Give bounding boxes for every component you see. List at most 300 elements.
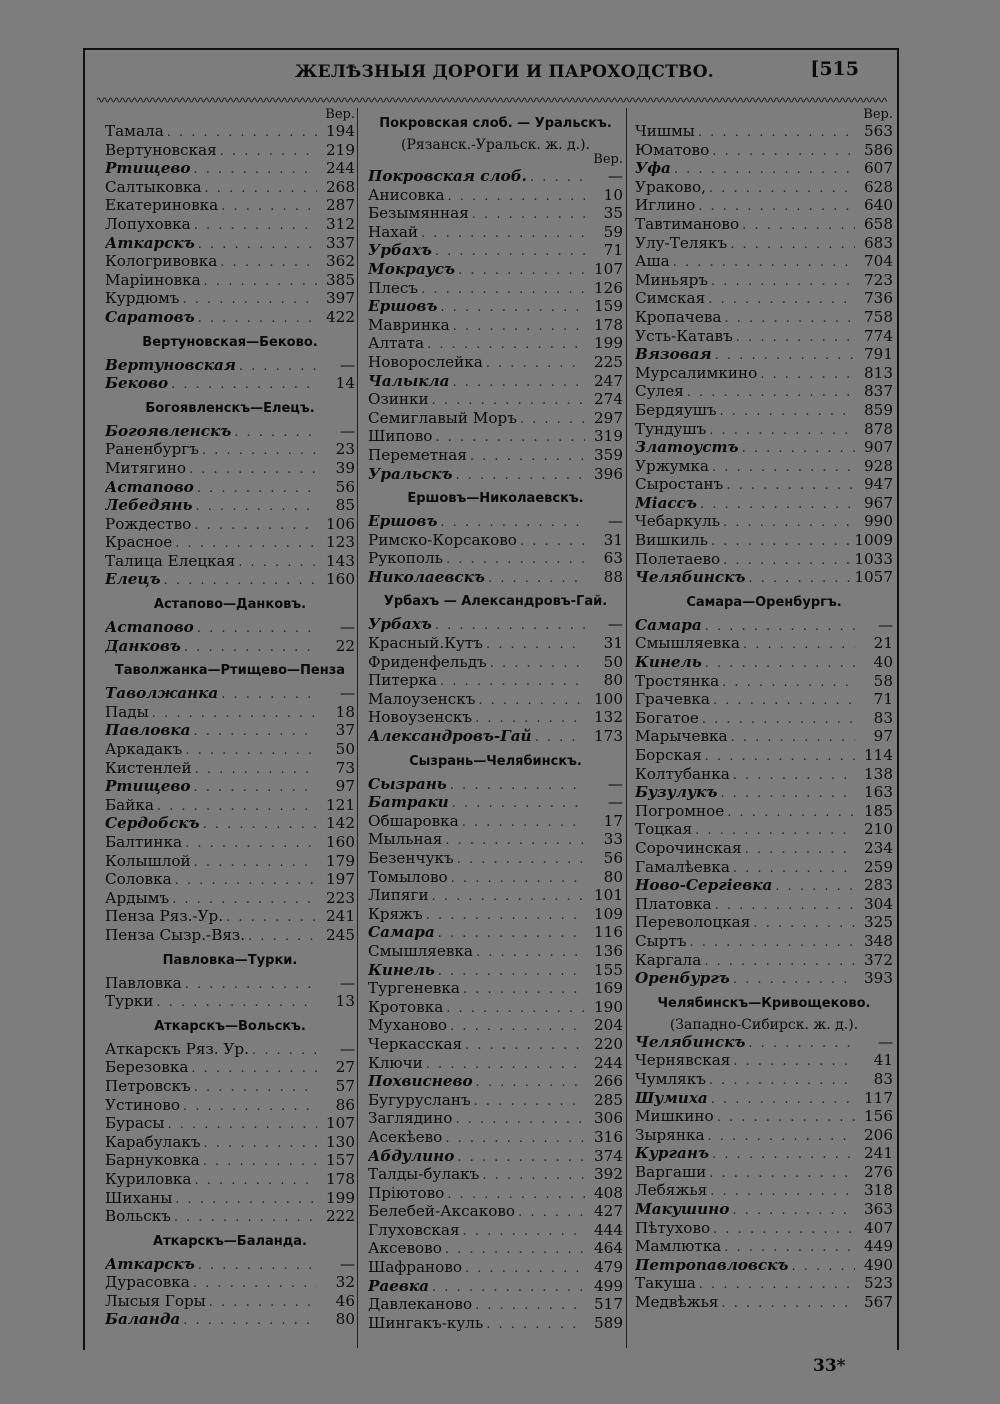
dot-leader — [209, 1294, 317, 1311]
dot-leader — [791, 1258, 855, 1275]
station-distance: 758 — [864, 307, 893, 326]
station-distance: 464 — [594, 1239, 623, 1258]
station-distance: 517 — [594, 1295, 623, 1314]
route-title: Урбахъ — Александровъ-Гай. — [383, 594, 608, 610]
dot-leader — [450, 1018, 585, 1035]
station-name: Бердяушъ — [635, 400, 717, 419]
dot-leader — [457, 851, 585, 868]
station-distance: 109 — [594, 904, 623, 923]
station-distance: — — [877, 615, 893, 634]
station-name: Вертуновская — [105, 140, 217, 159]
station-row — [105, 1189, 355, 1208]
station-distance: — — [339, 355, 355, 374]
station-distance: 567 — [864, 1293, 893, 1312]
dot-leader — [721, 1295, 855, 1312]
station-name: Кряжъ — [368, 904, 423, 923]
station-distance: — — [877, 1032, 893, 1051]
dot-leader — [712, 459, 855, 476]
station-row — [635, 672, 893, 691]
dot-leader — [724, 1239, 855, 1256]
station-distance: — — [607, 793, 623, 812]
dot-leader — [733, 971, 855, 988]
route-title: Астапово—Данковъ. — [153, 597, 307, 613]
dot-leader — [185, 835, 317, 852]
station-row — [105, 1207, 355, 1226]
station-row — [635, 1126, 893, 1145]
station-distance: 1057 — [854, 568, 893, 587]
station-distance: 287 — [326, 196, 355, 215]
station-name: Фриденфельдъ — [368, 652, 487, 671]
station-row — [105, 759, 355, 778]
station-name: Ершовъ — [368, 297, 438, 316]
station-name: Миньяръ — [635, 270, 709, 289]
station-row — [368, 775, 623, 794]
wavy-divider — [97, 96, 887, 104]
station-distance: — — [339, 684, 355, 703]
page-frame — [83, 48, 899, 1350]
station-row — [105, 721, 355, 740]
station-row — [635, 512, 893, 531]
station-name: Челябинскъ — [635, 1032, 746, 1051]
station-row — [105, 637, 355, 656]
station-row — [635, 420, 893, 439]
dot-leader — [451, 870, 585, 887]
station-distance: 179 — [326, 851, 355, 870]
dot-leader — [453, 318, 585, 335]
station-row — [368, 998, 623, 1017]
station-name: Шингакъ-куль — [368, 1313, 484, 1332]
dot-leader — [197, 480, 317, 497]
station-name: Таволжанка — [105, 684, 219, 703]
station-name: Питерка — [368, 671, 438, 690]
station-row — [635, 951, 893, 970]
station-name: Красное — [105, 533, 173, 552]
station-distance: 46 — [335, 1291, 355, 1310]
station-row — [368, 446, 623, 465]
station-distance: 199 — [594, 334, 623, 353]
station-name: Гамалѣевка — [635, 857, 730, 876]
dot-leader — [174, 1209, 317, 1226]
station-name: Грачевка — [635, 690, 710, 709]
station-name: Шиханы — [105, 1188, 173, 1207]
station-name: Саратовъ — [105, 307, 195, 326]
dot-leader — [702, 711, 855, 728]
station-row — [635, 1107, 893, 1126]
station-row — [105, 740, 355, 759]
dot-leader — [743, 636, 855, 653]
station-row — [368, 812, 623, 831]
dot-leader — [530, 169, 585, 186]
dot-leader — [203, 1153, 317, 1170]
timetable-column-2 — [368, 108, 623, 1332]
station-name: Самара — [368, 923, 435, 942]
dot-leader — [234, 424, 317, 441]
station-row — [368, 1128, 623, 1147]
dot-leader — [435, 429, 585, 446]
station-name: Платовка — [635, 894, 712, 913]
station-name: Лебедянь — [105, 496, 193, 515]
station-name: Смышляевка — [368, 941, 473, 960]
station-distance: 837 — [864, 382, 893, 401]
station-row — [368, 979, 623, 998]
station-row — [368, 1202, 623, 1221]
station-row — [105, 356, 355, 375]
station-row — [368, 1165, 623, 1184]
station-row — [105, 422, 355, 441]
station-name: Липяги — [368, 886, 429, 905]
station-row — [635, 178, 893, 197]
dot-leader — [182, 291, 317, 308]
station-name: Усть-Катавъ — [635, 326, 733, 345]
station-name: Тундушъ — [635, 419, 707, 438]
station-distance: 319 — [594, 427, 623, 446]
station-distance: 723 — [864, 270, 893, 289]
station-row — [368, 1277, 623, 1296]
route-title: Аткарскъ—Вольскъ. — [154, 1018, 306, 1034]
station-distance: 563 — [864, 122, 893, 140]
dot-leader — [723, 514, 855, 531]
station-row — [105, 159, 355, 178]
station-name: Юматово — [635, 140, 710, 159]
station-name: Бугурусланъ — [368, 1090, 471, 1109]
station-distance: 658 — [864, 214, 893, 233]
dot-leader — [474, 1093, 585, 1110]
station-distance: 444 — [594, 1220, 623, 1239]
station-name: Ардымъ — [105, 888, 170, 907]
station-name: Нахай — [368, 222, 419, 241]
station-row — [105, 974, 355, 993]
station-distance: 194 — [326, 122, 355, 140]
dot-leader — [705, 748, 855, 765]
dot-leader — [748, 570, 854, 587]
dot-leader — [720, 403, 855, 420]
station-name: Кистенлей — [105, 758, 192, 777]
dot-leader — [486, 355, 585, 372]
dot-leader — [463, 981, 585, 998]
station-distance: — — [339, 1039, 355, 1058]
dot-leader — [733, 860, 855, 877]
station-name: Колтубанка — [635, 764, 730, 783]
station-row — [105, 1133, 355, 1152]
station-row — [368, 465, 623, 484]
dot-leader — [426, 1056, 585, 1073]
station-distance: 80 — [603, 867, 623, 886]
station-name: Пѣтухово — [635, 1218, 711, 1237]
station-distance: 56 — [603, 849, 623, 867]
station-name: Карабулакъ — [105, 1132, 201, 1151]
station-row — [635, 475, 893, 494]
column-divider-1 — [357, 108, 358, 1348]
station-name: Мамлютка — [635, 1237, 722, 1256]
station-row — [105, 684, 355, 703]
station-name: Макушино — [635, 1200, 730, 1219]
station-distance: 41 — [873, 1051, 893, 1070]
station-row — [105, 533, 355, 552]
station-name: Златоустъ — [635, 438, 739, 457]
station-distance: 185 — [864, 801, 893, 820]
dot-leader — [490, 655, 585, 672]
station-distance: 640 — [864, 196, 893, 215]
dot-leader — [194, 854, 317, 871]
station-name: Абдулино — [368, 1146, 455, 1165]
station-name: Вишкиль — [635, 531, 708, 550]
dot-leader — [710, 1183, 855, 1200]
route-title: Ершовъ—Николаевскъ. — [407, 491, 584, 507]
station-distance: 245 — [326, 925, 355, 944]
station-distance: 499 — [594, 1276, 623, 1295]
station-name: Вольскъ — [105, 1207, 171, 1226]
station-row — [368, 1016, 623, 1035]
dot-leader — [488, 570, 585, 587]
station-row — [635, 234, 893, 253]
station-row — [105, 777, 355, 796]
station-row — [368, 634, 623, 653]
station-name: Турки — [105, 992, 154, 1011]
dot-leader — [733, 1053, 855, 1070]
dot-leader — [438, 925, 585, 942]
dot-leader — [723, 552, 854, 569]
station-row — [105, 1077, 355, 1096]
station-row — [635, 746, 893, 765]
station-row — [105, 703, 355, 722]
station-name: Кропачева — [635, 307, 722, 326]
station-row — [635, 345, 893, 364]
station-name: Шумиха — [635, 1088, 708, 1107]
station-distance: 27 — [335, 1058, 355, 1077]
station-name: Вертуновская — [105, 355, 236, 374]
dot-leader — [711, 533, 854, 550]
station-distance: 123 — [326, 533, 355, 552]
station-row — [368, 531, 623, 550]
station-name: Курганъ — [635, 1144, 710, 1163]
station-row — [368, 1054, 623, 1073]
dot-leader — [518, 1204, 585, 1221]
station-row — [635, 568, 893, 587]
station-distance: 628 — [864, 177, 893, 196]
dot-leader — [193, 1275, 317, 1292]
dot-leader — [465, 1037, 585, 1054]
station-row — [105, 252, 355, 271]
dot-leader — [753, 915, 855, 932]
station-name: Аркадакъ — [105, 740, 183, 759]
station-distance: 50 — [603, 652, 623, 671]
station-distance: 422 — [326, 307, 355, 326]
route-title: Покровская слоб. — Уральскъ. — [379, 116, 612, 131]
station-row — [368, 390, 623, 409]
station-row — [635, 802, 893, 821]
page-number: [515 — [810, 58, 859, 80]
station-row — [105, 907, 355, 926]
station-row — [635, 895, 893, 914]
dot-leader — [205, 180, 317, 197]
dot-leader — [476, 944, 585, 961]
column-divider-2 — [626, 108, 627, 1348]
station-name: Колышлой — [105, 851, 191, 870]
dot-leader — [462, 814, 585, 831]
station-row — [105, 496, 355, 515]
dot-leader — [742, 217, 855, 234]
station-row — [368, 372, 623, 391]
station-distance: 39 — [335, 458, 355, 477]
station-distance: 219 — [326, 140, 355, 159]
station-distance: 304 — [864, 894, 893, 913]
station-row — [368, 1091, 623, 1110]
station-name: Рождество — [105, 514, 192, 533]
dot-leader — [711, 1091, 855, 1108]
dot-leader — [220, 254, 317, 271]
station-distance: 101 — [594, 886, 623, 905]
station-distance: 479 — [594, 1258, 623, 1277]
station-name: Мыльная — [368, 830, 443, 849]
station-distance: 791 — [864, 345, 893, 364]
dot-leader — [172, 891, 317, 908]
station-row — [368, 353, 623, 372]
station-distance: 199 — [326, 1188, 355, 1207]
station-name: Томылово — [368, 867, 448, 886]
station-name: Плесъ — [368, 278, 419, 297]
dot-leader — [447, 1186, 585, 1203]
station-name: Павловка — [105, 973, 182, 992]
station-name: Новорослейка — [368, 352, 483, 371]
dot-leader — [432, 392, 585, 409]
station-distance: 178 — [594, 315, 623, 334]
dot-leader — [164, 572, 317, 589]
station-name: Симская — [635, 289, 706, 308]
station-name: Петровскъ — [105, 1076, 191, 1095]
dot-leader — [733, 767, 855, 784]
station-row — [368, 167, 623, 186]
station-row — [635, 271, 893, 290]
station-distance: 40 — [873, 653, 893, 672]
station-row — [368, 409, 623, 428]
station-name: Богатое — [635, 708, 699, 727]
station-distance: 22 — [335, 636, 355, 655]
station-row — [635, 1237, 893, 1256]
dot-leader — [421, 281, 585, 298]
dot-leader — [198, 236, 317, 253]
dot-leader — [183, 1312, 317, 1329]
station-distance: 372 — [864, 950, 893, 969]
station-row — [105, 1096, 355, 1115]
station-distance: 190 — [594, 997, 623, 1016]
route-title: Вертуновская—Беково. — [142, 334, 318, 350]
station-row — [635, 858, 893, 877]
station-row — [635, 1256, 893, 1275]
station-row — [635, 382, 893, 401]
station-distance: 312 — [326, 214, 355, 233]
station-row — [635, 820, 893, 839]
station-row — [368, 923, 623, 942]
station-name: Алтата — [368, 334, 425, 353]
dot-leader — [204, 273, 317, 290]
station-distance: — — [607, 512, 623, 531]
station-distance: 223 — [326, 888, 355, 907]
dot-leader — [727, 804, 855, 821]
dot-leader — [167, 124, 317, 141]
dot-leader — [520, 533, 585, 550]
station-name: Лебяжья — [635, 1181, 708, 1200]
dot-leader — [445, 1241, 585, 1258]
station-row — [105, 1292, 355, 1311]
station-name: Самара — [635, 615, 702, 634]
station-row — [635, 1089, 893, 1108]
dot-leader — [713, 1221, 855, 1238]
station-distance: 21 — [873, 634, 893, 653]
station-distance: 160 — [326, 570, 355, 589]
station-name: Зырянка — [635, 1125, 705, 1144]
station-name: Кинель — [635, 653, 702, 672]
station-distance: 427 — [594, 1202, 623, 1221]
dot-leader — [185, 742, 317, 759]
station-name: Чумлякъ — [635, 1069, 706, 1088]
station-row — [635, 122, 893, 141]
station-row — [635, 494, 893, 513]
dot-leader — [453, 374, 585, 391]
station-name: Ново-Сергіевка — [635, 876, 773, 895]
station-row — [635, 401, 893, 420]
station-row — [368, 793, 623, 812]
dot-leader — [440, 299, 585, 316]
station-row — [635, 1293, 893, 1312]
station-row — [635, 727, 893, 746]
station-distance: 589 — [594, 1313, 623, 1332]
station-name: Кологривовка — [105, 252, 218, 271]
station-distance: 106 — [326, 514, 355, 533]
station-distance: 159 — [594, 297, 623, 316]
station-distance: 71 — [873, 690, 893, 709]
station-name: Красный.Кутъ — [368, 634, 483, 653]
dot-leader — [175, 1191, 317, 1208]
station-row — [105, 178, 355, 197]
dot-leader — [724, 310, 855, 327]
station-row — [368, 942, 623, 961]
station-name: Міассъ — [635, 493, 697, 512]
dot-leader — [745, 841, 855, 858]
dot-leader — [440, 673, 585, 690]
station-name: Пріютово — [368, 1183, 445, 1202]
station-distance: 142 — [326, 814, 355, 833]
station-name: Пенза Ряз.-Ур. — [105, 907, 224, 926]
station-distance: 204 — [594, 1016, 623, 1035]
dot-leader — [748, 1035, 855, 1052]
station-row — [368, 653, 623, 672]
station-distance: 392 — [594, 1165, 623, 1184]
dot-leader — [712, 143, 855, 160]
station-distance: 35 — [603, 204, 623, 223]
station-row — [368, 316, 623, 335]
station-distance: 56 — [335, 477, 355, 496]
station-row — [368, 334, 623, 353]
station-name: Сыростанъ — [635, 475, 724, 494]
dot-leader — [699, 1276, 855, 1293]
station-distance: 157 — [326, 1151, 355, 1170]
station-row — [105, 1170, 355, 1189]
dot-leader — [726, 477, 855, 494]
dot-leader — [760, 366, 855, 383]
station-distance: 1009 — [854, 531, 893, 550]
dot-leader — [736, 329, 855, 346]
dot-leader — [708, 1128, 855, 1145]
dot-leader — [455, 1111, 585, 1128]
station-row — [105, 478, 355, 497]
station-distance: 88 — [603, 567, 623, 586]
station-distance: 121 — [326, 795, 355, 814]
station-name: Безенчукъ — [368, 849, 454, 867]
station-name: Мишкино — [635, 1107, 714, 1126]
station-row — [635, 159, 893, 178]
station-distance: 241 — [864, 1144, 893, 1163]
station-distance: 607 — [864, 159, 893, 178]
